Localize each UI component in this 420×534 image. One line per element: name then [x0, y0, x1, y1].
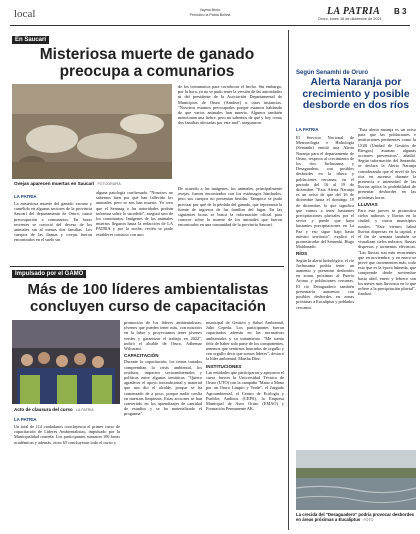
article2-kicker: Impulsado por el GAMO [12, 270, 86, 278]
header-rule [10, 25, 410, 26]
article2-col3-text: municipal de Gestión y Salud Ambiental, Julio Cepeda. Los participantes fueron capacitados además en las normativas ambientales y su tratamiento. "Me siento feliz de haber sido parte de los componentes, tenemos que sentirnos honrados de orgullo y con orgullo decir que somos líderes", destacó la líder ambiental, Martha Díez. [206, 320, 284, 362]
article3-caption-text: La crecida del "Desaguadero" podría provocar desbordes en áreas próximas a Eucaliptus [296, 512, 414, 522]
article2-photo [12, 320, 120, 404]
article2-col2 [124, 320, 202, 418]
brand-logo: LA PATRIA [327, 6, 381, 17]
article2-col3-subhead: INSTITUCIONES [206, 363, 242, 369]
header-date: Oruro, lunes 16 de diciembre de 2021 [318, 17, 382, 21]
article3-col1 [296, 135, 354, 311]
article1-photo [12, 84, 172, 179]
article1-col3 [178, 84, 282, 127]
article1-photo-caption [14, 181, 121, 186]
article3-kicker: Según Senamhi de Oruro [296, 70, 369, 76]
article1-col2 [96, 190, 173, 238]
article1-col1-text: La misteriosa muerte del ganado vacuno y camélido en algunas sectores de la provincia Saucarí del departamento de Oruro, causó preocupación a comunarios. En horas recientes se conoció del deceso de los animales sin al menos dos familias. Los cuerpos de las llamas y ovejas fueron encontrados en el suelo sin [14, 201, 92, 243]
article1-col2-text: alguna patología confirmada. "Nosotros no sabemos bien por qué han fallecido los animales, pero se nos han muerto. Yo creo que el Senasag o las autoridades podrán informar sobre lo sucedido", aseguró uno de los comunarios. Imágenes de los animales muertos llegaron hasta la redacción de LA PATRIA y por la noche, recién se pudo establecer contacto con uno [96, 190, 173, 237]
dead-livestock-image [12, 84, 172, 179]
article3-col2-subhead: LLUVIAS [358, 201, 378, 207]
article3-col2-text: "Esta alerta naranja es un aviso para que las poblaciones e instituciones pertinentes como la UGR (Unidad de Gestión de Riesgos) asuman algunas acciones preventivas", añadió. Según información del Senamhi, se declara la Alerta Naranja considerando que el nivel de los ríos en ascenso durante la presencia e intensidad de las lluvias aplica la probabilidad de presentar desbordes en las próximas horas. [358, 127, 416, 200]
article3-col1b-text: Según la alerta hidrológica, el río Juchusuma podría tener un aumento y presentar desbordes en zonas próximas al Puerto Aroma y poblaciones cercanas. El río Desaguadero también presentaría aumentos con posibles desbordes en zonas próximas a Eucaliptus y poblados cercanos. [296, 257, 354, 310]
article1-col3-text: de los comunarios para corroborar el hecho. Sin embargo, por la hora, ya no se pudo tener la versión de las autoridades ni del presidente de la Asociación Departamental de Municipios de Oruro (Amdeor) u otras instancias. "Nosotros estamos preocupados porque estamos hablando de que varios animales han muerto. Algunos también mencionan una fiebre, pero no sabemos de qué y hoy como dos familias afectadas por este mal", aseguraron. [178, 84, 282, 126]
section-label: local [14, 8, 36, 20]
article3-col1-text: El Servicio Nacional de Meteorología e Hidrología (Senamhi) emitió una Alerta Naranja para el departamento de Oruro, respecto al crecimiento de los ríos Juchusuma y Desaguadero, con posibles desbordes en la ribera y poblaciones cercanas, en el periodo del 16 al 19 de diciembre. "Esta Alerta Naranja es un aviso de que del 16 de diciembre hasta el domingo 19 de diciembre, lo que significa que vamos a tener bastantes precipitaciones pluviales por el sector y puede que haya bastantes precipitaciones en La Paz y eso sigue bajo hasta nuestro territorio", explicó el pronosticador del Senamhi, Hugo Maldonado. [296, 135, 354, 250]
article1-kicker: En Saucarí [12, 36, 49, 44]
header-center-line1: Vayma Bruto [199, 8, 221, 12]
article1-dateline: LA PATRIA [14, 194, 37, 199]
article3-col2 [358, 127, 416, 298]
article2-col2-text: promoción de los líderes ambientalistas, jóvenes que pueden tener más, con nosotros en la labor y proyectamos tener jóvenes verdes y garantizar el trabajo en 2022", indicó el alcalde de Oruro, Adhemar Wilcarani. [124, 320, 202, 352]
article2-col3b-text: Las entidades que participaron y apoyaron el curso fueron la Universidad Técnica de Oruro (UTO) con la campaña "Mano a Mano por un Oruro Limpio y Verde", el Juzgado Agroambiental, el Centro de Ecología y Pueblos Andinos (CEPA), la Empresa Municipal de Aseo Oruro (EMAO) y Formación Permanente AK. [206, 369, 284, 412]
article2-photo-credit: LA PATRIA [76, 408, 94, 412]
article3-dateline: LA PATRIA [296, 127, 319, 132]
article1-col1 [14, 201, 92, 244]
article3-box [292, 30, 418, 530]
river-flood-image [296, 450, 416, 510]
article1-col4-text: De acuerdo a las imágenes, los animales, principalmente ovejas, fueron encontrados con los estómagos hinchados, pero sus cuerpos no presentan heridas. Tampoco se pudo precisar por qué de la pérdida del ganado, que representa la fuente de ingresos de las familias del lugar. En las siguientes horas se busca la información oficial para conocer sobre la muerte de los animales que fueron encontrados en una comunidad de la provincia Saucarí. [178, 186, 282, 228]
article1-photo-credit: FOTOGRAFÍA [97, 182, 121, 186]
ceremony-image [12, 320, 120, 404]
article1-caption-text: Ovejas aparecen muertas en Saucarí [14, 181, 95, 186]
header-center-line2: Periódico la Patria Bolivia [189, 13, 231, 17]
article1-bottom-rule [10, 266, 284, 267]
article2-col3 [206, 320, 284, 413]
article2-caption-text: Acto de clausura del curso [14, 407, 73, 412]
article2-dateline: LA PATRIA [14, 417, 37, 422]
article3-col2b-text: Para este jueves se pronostica cielos nubosos y lluvias en la ciudad, y varios municipios rurales. "Este viernes habrá lluvias dispersas en la capital, y el fin de semana también se visualizan cielos nubosos, lluvias dispersas y tormentas eléctricas. "Las lluvias son más recurrentes que en noviembre, y en enero se prevé que incrementen más, todo esto que es la época húmeda, que comprende desde noviembre hasta abril, enero y febrero son los meses más lluviosos en lo que refiere a la precipitación pluvial", finalizó. [358, 208, 417, 297]
article3-photo-credit: FOTO [363, 518, 374, 522]
article1-title: Misteriosa muerte de ganado preocupa a comunarios [39, 46, 255, 80]
article3-title: Alerta Naranja por crecimiento y posible desborde en dos ríos [302, 76, 410, 111]
article3-photo-caption [296, 512, 416, 523]
article2-photo-caption [14, 407, 94, 412]
article3-col1-subhead: RÍOS [296, 251, 308, 257]
article2-col1 [14, 424, 120, 446]
article3-photo [296, 450, 416, 510]
vertical-divider [288, 30, 289, 530]
article1-col4 [178, 186, 282, 229]
page-number: B 3 [394, 7, 407, 16]
article2-title: Más de 100 líderes ambientalistas concluyen curso de capacitación [27, 281, 269, 315]
article2-col2b-text: Durante la capacitación, los temas tratados comprendían la crisis ambiental, los residuos, impactos socioambientales y políticas entre algunas temáticas. "Quiero agradecer el apoyo incondicional y material que nos dio el alcalde, porque se ha comenzado de a poco, porque nadie confía en nuestras limpiezas. Estas acciones se han convertido en los aprendizajes de cantidad de estudios y se ha materializado el programa". [124, 359, 202, 417]
article2-col2-subhead: CAPACITACIÓN [124, 353, 159, 359]
page-header [0, 0, 420, 32]
article2-col1-text: Un total de 114 ciudadanos concluyeron el primer curso de capacitación de Líderes Ambientalistas, impulsado por la Municipalidad orureña. Los participantes sumaron 100 horas académicas y además, otros 65 concluyeron todo el curso y [14, 424, 120, 445]
